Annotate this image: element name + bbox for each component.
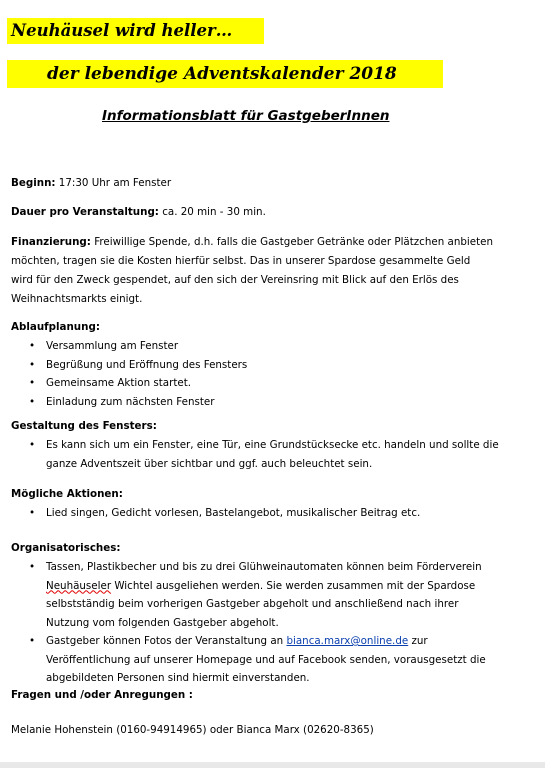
list-item [0, 558, 531, 632]
beginn-label: Beginn: [11, 177, 56, 189]
orga-item2-text-1b: zur [408, 635, 428, 647]
ablauf-heading: Ablaufplanung: [11, 321, 100, 333]
fragen-heading: Fragen und /oder Anregungen : [11, 689, 193, 701]
aktionen-heading: Mögliche Aktionen: [11, 488, 123, 500]
orga-heading: Organisatorisches: [11, 542, 121, 554]
orga-list [0, 558, 531, 688]
page-title-line2: der lebendige Adventskalender 2018 [47, 64, 397, 84]
finanzierung-line1 [11, 233, 493, 252]
orga-item2-text-2: Veröffentlichung auf unserer Homepage und auf Facebook senden, vorausgesetzt die [46, 653, 486, 666]
finanzierung-text-2: möchten, tragen sie die Kosten hierfür selbst. Das in unserer Spardose gesammelte Geld [11, 255, 471, 267]
page-bottom-edge [0, 762, 545, 768]
orga-item1-text-2: Wichtel ausgeliehen werden. Sie werden zusammen mit der Spardose [111, 579, 476, 592]
dauer-value: ca. 20 min - 30 min. [162, 206, 266, 218]
list-item: • Versammlung am Fenster [0, 337, 531, 356]
beginn-line [11, 174, 171, 193]
list-item: • Lied singen, Gedicht vorlesen, Bastelangebot, musikalischer Beitrag etc. [0, 504, 531, 523]
list-item: • Begrüßung und Eröffnung des Fensters [0, 356, 531, 375]
dauer-line [11, 203, 266, 222]
orga-item2-text-1: Gastgeber können Fotos der Veranstaltung an [46, 635, 287, 647]
aktionen-list [0, 504, 531, 523]
finanzierung-text-4: Weihnachtsmarkts einigt. [11, 293, 143, 305]
gestaltung-text-1: Es kann sich um ein Fenster, eine Tür, eine Grundstücksecke etc. handeln und sollte die [46, 439, 499, 451]
list-item [0, 632, 531, 688]
orga-item1-text-3: selbstständig beim vorherigen Gastgeber abgeholt und anschließend nach ihrer [46, 598, 459, 610]
orga-item2-text-3: abgebildeten Personen sind hiermit einverstanden. [46, 672, 310, 684]
dauer-label: Dauer pro Veranstaltung: [11, 206, 159, 218]
gestaltung-heading: Gestaltung des Fensters: [11, 420, 157, 432]
list-item [0, 436, 531, 473]
ablauf-list [0, 337, 531, 411]
spellcheck-word: Neuhäuseler [46, 579, 112, 592]
kontakt-line: Melanie Hohenstein (0160-94914965) oder Bianca Marx (02620-8365) [11, 724, 374, 736]
page-subtitle: Informationsblatt für GastgeberInnen [102, 108, 390, 124]
beginn-value: 17:30 Uhr am Fenster [58, 177, 172, 189]
gestaltung-text-2: ganze Adventszeit über sichtbar und ggf. auch beleuchtet sein. [46, 457, 373, 470]
orga-item1-text-4: Nutzung vom folgenden Gastgeber abgeholt. [46, 616, 279, 629]
finanzierung-label: Finanzierung: [11, 236, 91, 248]
list-item: • Gemeinsame Aktion startet. [0, 374, 531, 393]
email-link[interactable]: bianca.marx@online.de [286, 635, 409, 647]
orga-item1-text-1: Tassen, Plastikbecher und bis zu drei Glühweinautomaten können beim Förderverein [46, 561, 482, 573]
finanzierung-text-3: wird für den Zweck gespendet, auf den sich der Vereinsring mit Blick auf den Erlös des [11, 274, 459, 286]
finanzierung-text-1: Freiwillige Spende, d.h. falls die Gastgeber Getränke oder Plätzchen anbieten [94, 236, 493, 248]
list-item: • Einladung zum nächsten Fenster [0, 393, 531, 412]
gestaltung-list [0, 436, 531, 473]
page-title: Neuhäusel wird heller… [11, 21, 233, 40]
